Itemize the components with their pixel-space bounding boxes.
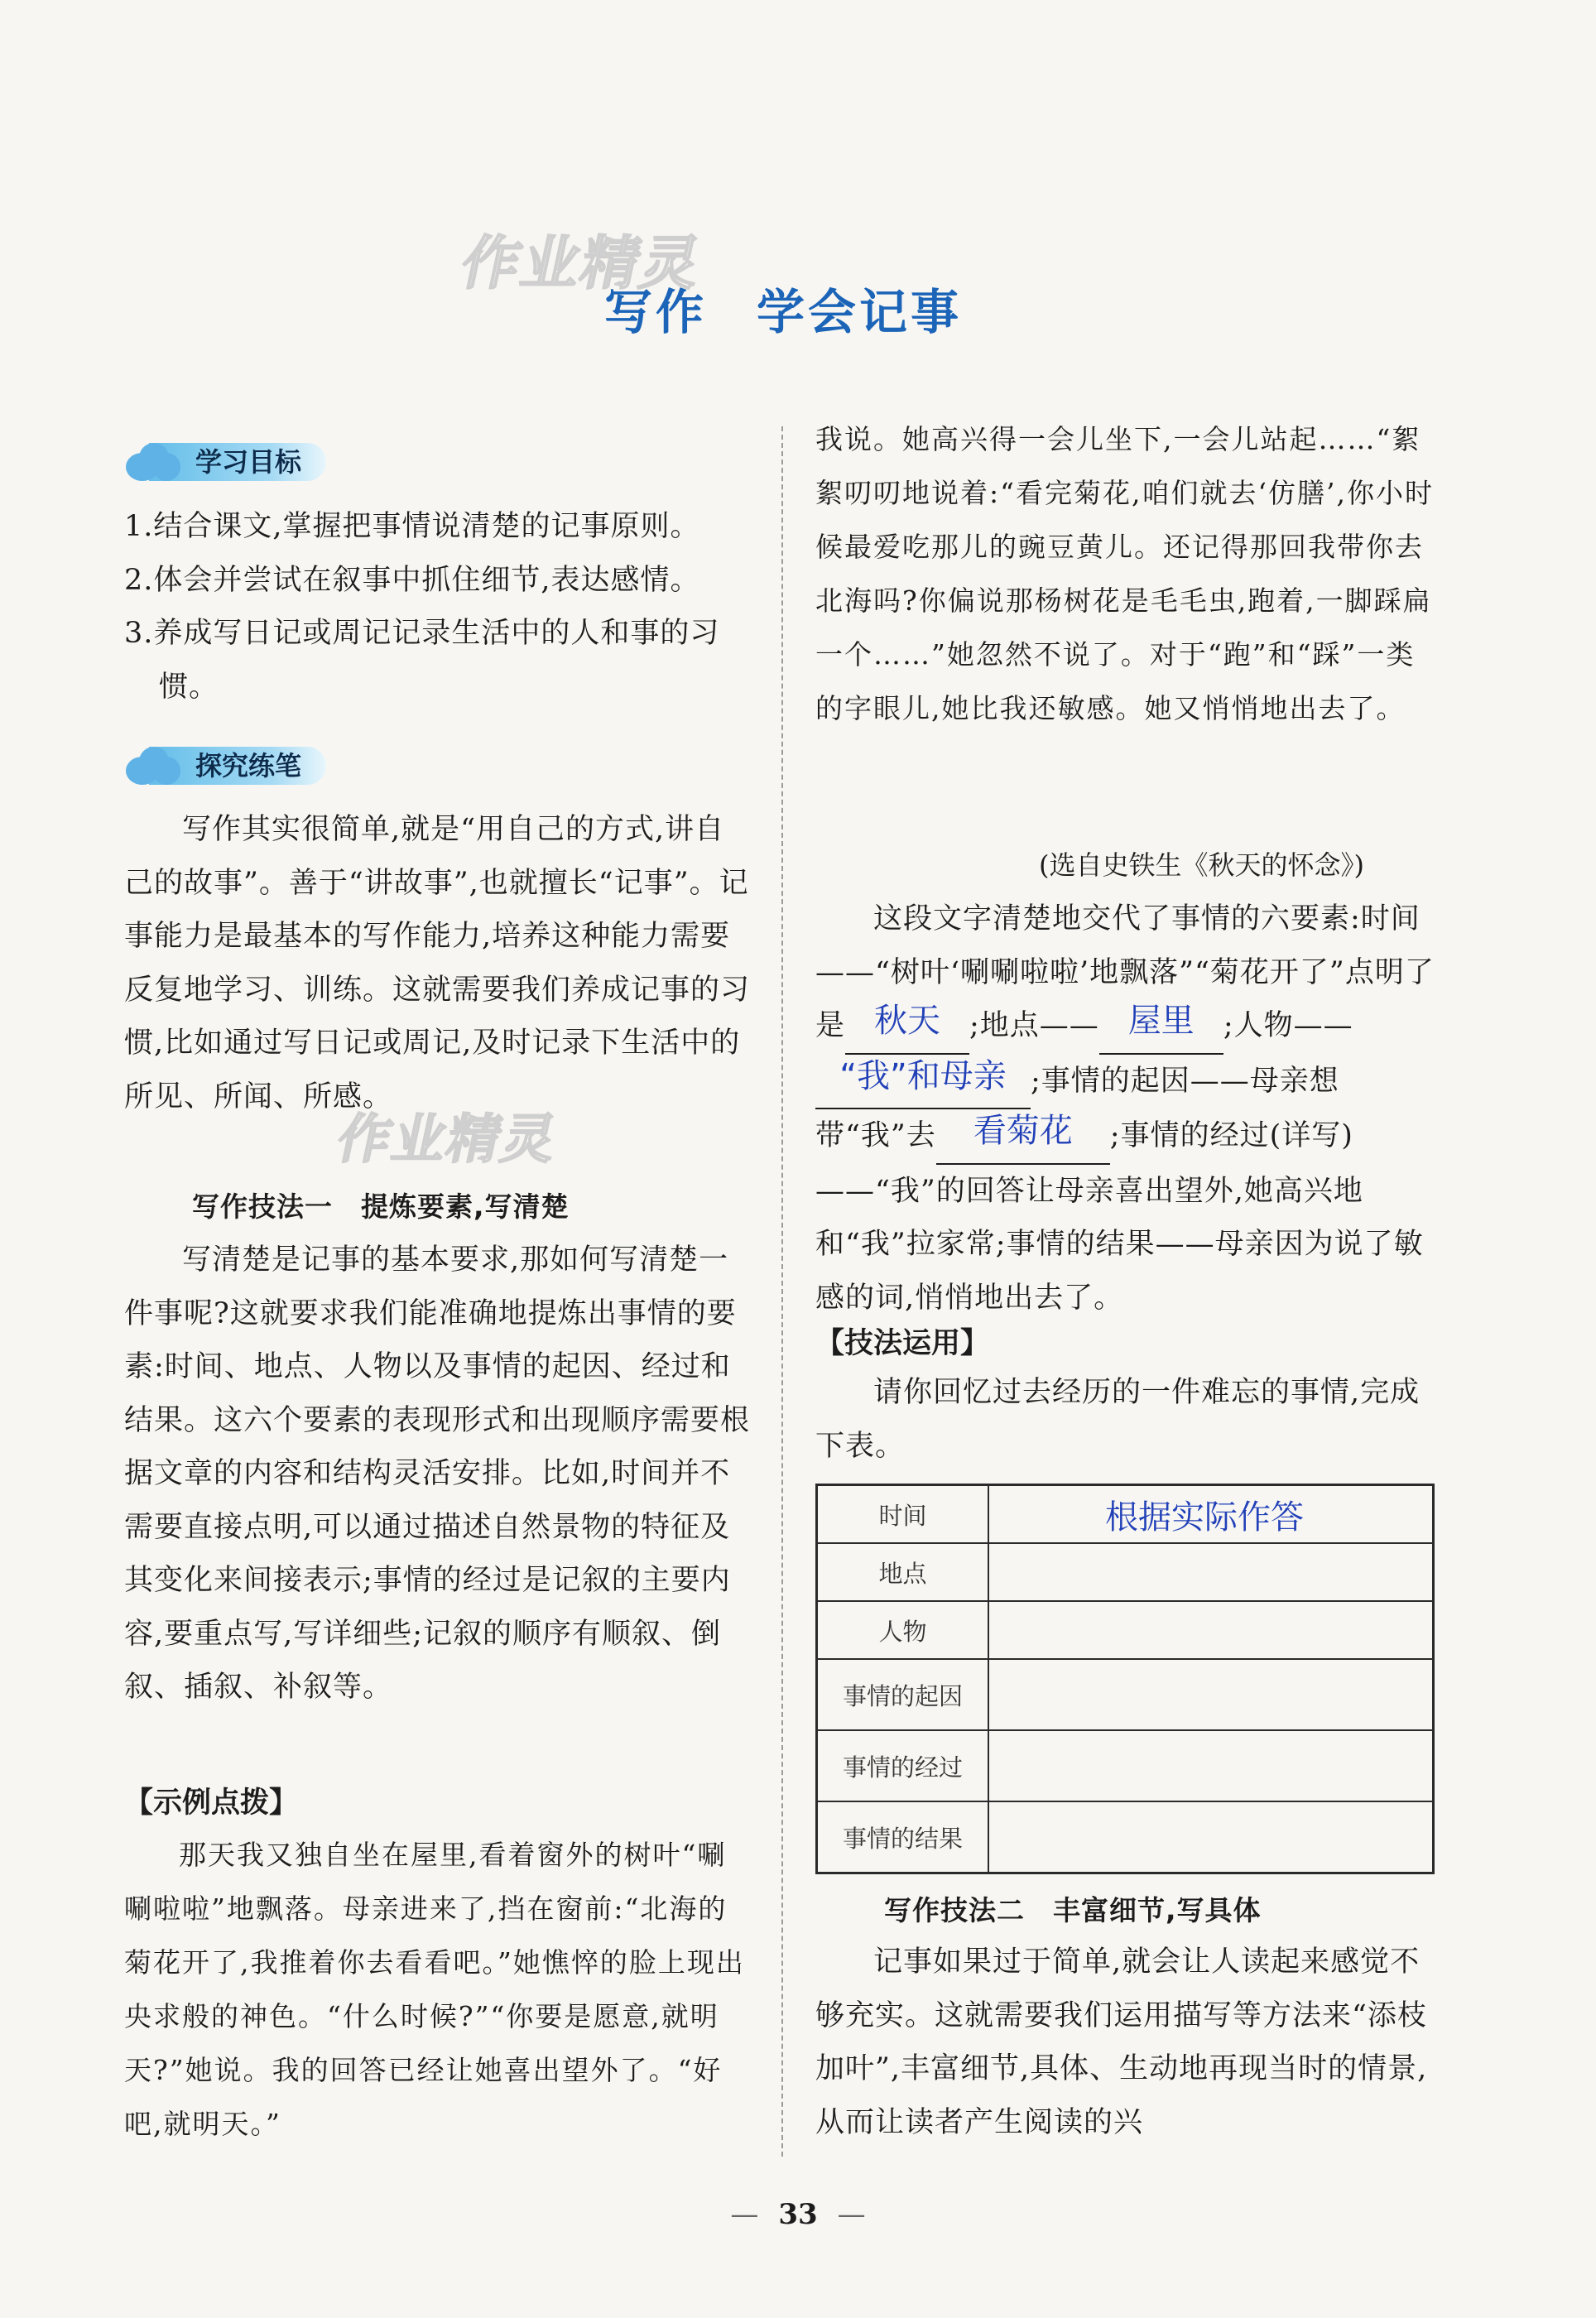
event-elements-table xyxy=(815,1484,1435,1874)
answer-blank-people xyxy=(815,1055,1031,1110)
explore-badge xyxy=(124,745,326,786)
watermark: 作业精灵 xyxy=(331,1109,564,1171)
technique2-body: 记事如果过于简单,就会让人读起来感觉不够充实。这就需要我们运用描写等方法来“添枝加叶”,丰富细节,具体、生动地再现当时的情景,从而让读者产生阅读的兴 xyxy=(815,1945,1428,2139)
example-passage-left: 那天我又独自坐在屋里,看着窗外的树叶“唰唰啦啦”地飘落。母亲进来了,挡在窗前:“北海的菊花开了,我推着你去看看吧。”她憔悴的脸上现出央求般的神色。“什么时候?”“你要是愿意,就明天?”她说。我的回答已经让她喜出望外了。“好吧,就明天。” xyxy=(124,1839,745,2140)
row-label: 事情的经过 xyxy=(817,1730,989,1801)
example-source: (选自史铁生《秋天的怀念》) xyxy=(1039,849,1364,881)
row-label: 时间 xyxy=(817,1485,989,1544)
analysis-paragraph xyxy=(815,892,1436,1325)
goal-item: 2.体会并尝试在叙事中抓住细节,表达感情。 xyxy=(124,563,700,597)
practice-label: 【技法运用】 xyxy=(815,1326,990,1360)
answer-blank-cause xyxy=(936,1109,1110,1165)
goal-item: 1.结合课文,掌握把事情说清楚的记事原则。 xyxy=(124,510,700,543)
analysis-text: ;地点—— xyxy=(969,1009,1099,1042)
table-row xyxy=(817,1801,1434,1873)
answer-people: “我”和母亲 xyxy=(839,1056,1007,1095)
example-label: 【示例点拨】 xyxy=(124,1786,299,1820)
answer-blank-place xyxy=(1099,999,1223,1055)
table-row xyxy=(817,1543,1434,1601)
row-label: 事情的结果 xyxy=(817,1801,989,1873)
explore-intro: 写作其实很简单,就是“用自己的方式,讲自己的故事”。善于“讲故事”,也就擅长“记事”。记事能力是最基本的写作能力,培养这种能力需要反复地学习、训练。这就需要我们养成记事的习惯,比如通过写日记或周记,及时记录下生活中的所见、所闻、所感。 xyxy=(124,813,751,1113)
column-divider xyxy=(781,426,783,2157)
page-number-value: 33 xyxy=(778,2198,818,2231)
row-label: 人物 xyxy=(817,1601,989,1659)
learning-goals-list xyxy=(124,500,753,714)
table-row xyxy=(817,1601,1434,1659)
answer-cause: 看菊花 xyxy=(973,1112,1073,1150)
table-row xyxy=(817,1659,1434,1730)
cloud-icon xyxy=(124,441,182,483)
answer-cell[interactable] xyxy=(988,1730,1434,1801)
analysis-text: ;人物—— xyxy=(1223,1009,1353,1042)
answer-time: 秋天 xyxy=(874,1002,941,1040)
answer-cell[interactable] xyxy=(988,1543,1434,1601)
learning-goals-label: 学习目标 xyxy=(149,443,326,481)
table-row xyxy=(817,1730,1434,1801)
title-part-writing: 写作 xyxy=(604,284,708,340)
watermark: 作业精灵 xyxy=(455,229,709,297)
page-number: — 33 — xyxy=(730,2198,866,2231)
title-part-topic: 学会记事 xyxy=(757,284,963,340)
analysis-text: 这段文字清楚地交代了事情的六要素:时间——“树叶‘唰唰啦啦’地飘落”“菊花开了”点明了是 xyxy=(815,902,1435,1042)
row-label: 事情的起因 xyxy=(817,1659,989,1730)
answer-cell[interactable] xyxy=(988,1601,1434,1659)
answer-place: 屋里 xyxy=(1127,1002,1195,1040)
answer-cell[interactable]: 根据实际作答 xyxy=(988,1485,1434,1544)
answer-blank-time xyxy=(845,999,969,1055)
example-passage-right: 我说。她高兴得一会儿坐下,一会儿站起……“絮絮叨叨地说着:“看完菊花,咱们就去‘仿膳’,你小时候最爱吃那儿的豌豆黄儿。还记得那回我带你去北海吗?你偏说那杨树花是毛毛虫,跑着,一脚踩扁一个……”她忽然不说了。对于“跑”和“踩”一类的字眼儿,她比我还敏感。她又悄悄地出去了。 xyxy=(815,423,1434,724)
technique1-body: 写清楚是记事的基本要求,那如何写清楚一件事呢?这就要求我们能准确地提炼出事情的要素:时间、地点、人物以及事情的起因、经过和结果。这六个要素的表现形式和出现顺序需要根据文章的内容和结构灵活安排。比如,时间并不需要直接点明,可以通过描述自然景物的特征及其变化来间接表示;事情的经过是记叙的主要内容,要重点写,写详细些;记叙的顺序有顺叙、倒叙、插叙、补叙等。 xyxy=(124,1243,751,1704)
answer-cell[interactable] xyxy=(988,1801,1434,1873)
row-label: 地点 xyxy=(817,1543,989,1601)
answer-cell[interactable] xyxy=(988,1659,1434,1730)
table-row xyxy=(817,1485,1434,1544)
page-title xyxy=(604,273,962,348)
technique1-title: 写作技法一 提炼要素,写清楚 xyxy=(192,1190,570,1223)
goal-item: 3.养成写日记或周记记录生活中的人和事的习惯。 xyxy=(124,617,720,704)
analysis-text: ;事情的起因——母亲想带“我”去 xyxy=(815,1064,1339,1152)
learning-goals-badge xyxy=(124,441,326,483)
analysis-text: ;事情的经过(详写)——“我”的回答让母亲喜出望外,她高兴地和“我”拉家常;事情的结果——母亲因为说了敏感的词,悄悄地出去了。 xyxy=(815,1119,1424,1315)
practice-prompt: 请你回忆过去经历的一件难忘的事情,完成下表。 xyxy=(815,1376,1421,1463)
technique2-title: 写作技法二 丰富细节,写具体 xyxy=(884,1894,1262,1926)
explore-label: 探究练笔 xyxy=(149,747,326,785)
cloud-icon xyxy=(124,745,182,786)
